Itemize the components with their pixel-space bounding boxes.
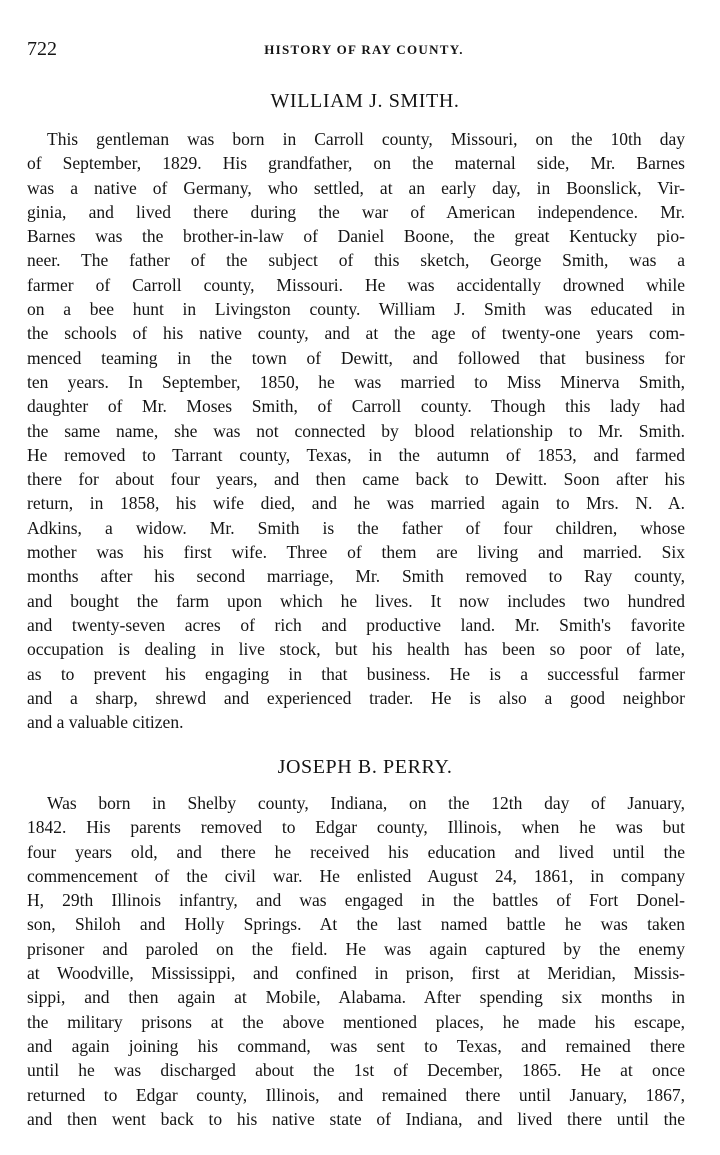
text-line: ginia, and lived there during the war of American independence. Mr. [27, 201, 685, 222]
text-line: son, Shiloh and Holly Springs. At the last named battle he was taken [27, 914, 685, 935]
section-body [27, 791, 685, 1131]
text-line: four years old, and there he received his education and lived until the [27, 841, 685, 862]
text-line: daughter of Mr. Moses Smith, of Carroll county. Though this lady had [27, 396, 685, 417]
text-line: Barnes was the brother-in-law of Daniel Boone, the great Kentucky pio- [27, 226, 685, 247]
text-line: farmer of Carroll county, Missouri. He was accidentally drowned while [27, 274, 685, 295]
page-number: 722 [27, 38, 57, 60]
running-title: HISTORY OF RAY COUNTY. [264, 42, 464, 57]
section-body [27, 127, 685, 734]
text-line: sippi, and then again at Mobile, Alabama. After spending six months in [27, 987, 685, 1008]
section-title: WILLIAM J. SMITH. [270, 90, 460, 112]
text-line: as to prevent his engaging in that business. He is a successful farmer [27, 663, 685, 684]
text-line: the same name, she was not connected by blood relationship to Mr. Smith. [27, 420, 685, 441]
text-line: menced teaming in the town of Dewitt, and followed that business for [27, 347, 685, 368]
text-line: months after his second marriage, Mr. Smith removed to Ray county, [27, 566, 685, 587]
text-line: He removed to Tarrant county, Texas, in the autumn of 1853, and farmed [27, 444, 685, 465]
text-line: there for about four years, and then came back to Dewitt. Soon after his [27, 469, 685, 490]
text-line: and again joining his command, was sent to Texas, and remained there [27, 1035, 685, 1056]
text-line: Was born in Shelby county, Indiana, on the 12th day of January, [47, 793, 685, 813]
text-line: was a native of Germany, who settled, at an early day, in Boonslick, Vir- [27, 177, 685, 198]
text-line: commencement of the civil war. He enlisted August 24, 1861, in company [27, 865, 685, 886]
text-line: on a bee hunt in Livingston county. William J. Smith was educated in [27, 299, 685, 320]
text-line: of September, 1829. His grandfather, on the maternal side, Mr. Barnes [27, 153, 685, 174]
text-line: and a valuable citizen. [27, 712, 184, 733]
text-line: return, in 1858, his wife died, and he was married again to Mrs. N. A. [27, 493, 685, 514]
text-line: at Woodville, Mississippi, and confined in prison, first at Meridian, Missis- [27, 963, 685, 984]
text-line: and twenty-seven acres of rich and productive land. Mr. Smith's favorite [27, 614, 685, 635]
text-line: and then went back to his native state of Indiana, and lived there until the [27, 1108, 685, 1129]
text-line: H, 29th Illinois infantry, and was engaged in the battles of Fort Donel- [27, 890, 685, 911]
page-header [27, 38, 685, 62]
text-line: neer. The father of the subject of this sketch, George Smith, was a [27, 250, 685, 271]
text-line: Adkins, a widow. Mr. Smith is the father of four children, whose [27, 517, 685, 538]
text-line: the military prisons at the above mentioned places, he made his escape, [27, 1011, 685, 1032]
text-line: ten years. In September, 1850, he was married to Miss Minerva Smith, [27, 371, 685, 392]
text-line: and bought the farm upon which he lives. It now includes two hundred [27, 590, 685, 611]
text-line: This gentleman was born in Carroll county, Missouri, on the 10th day [47, 129, 685, 149]
text-line: 1842. His parents removed to Edgar county, Illinois, when he was but [27, 817, 685, 838]
text-line: occupation is dealing in live stock, but his health has been so poor of late, [27, 639, 685, 660]
text-line: until he was discharged about the 1st of December, 1865. He at once [27, 1060, 685, 1081]
text-line: the schools of his native county, and at the age of twenty-one years com- [27, 323, 685, 344]
text-line: returned to Edgar county, Illinois, and remained there until January, 1867, [27, 1084, 685, 1105]
section-title: JOSEPH B. PERRY. [277, 756, 453, 778]
text-line: and a sharp, shrewd and experienced trader. He is also a good neighbor [27, 687, 685, 708]
text-line: prisoner and paroled on the field. He was again captured by the enemy [27, 938, 685, 959]
text-line: mother was his first wife. Three of them are living and married. Six [27, 542, 685, 563]
